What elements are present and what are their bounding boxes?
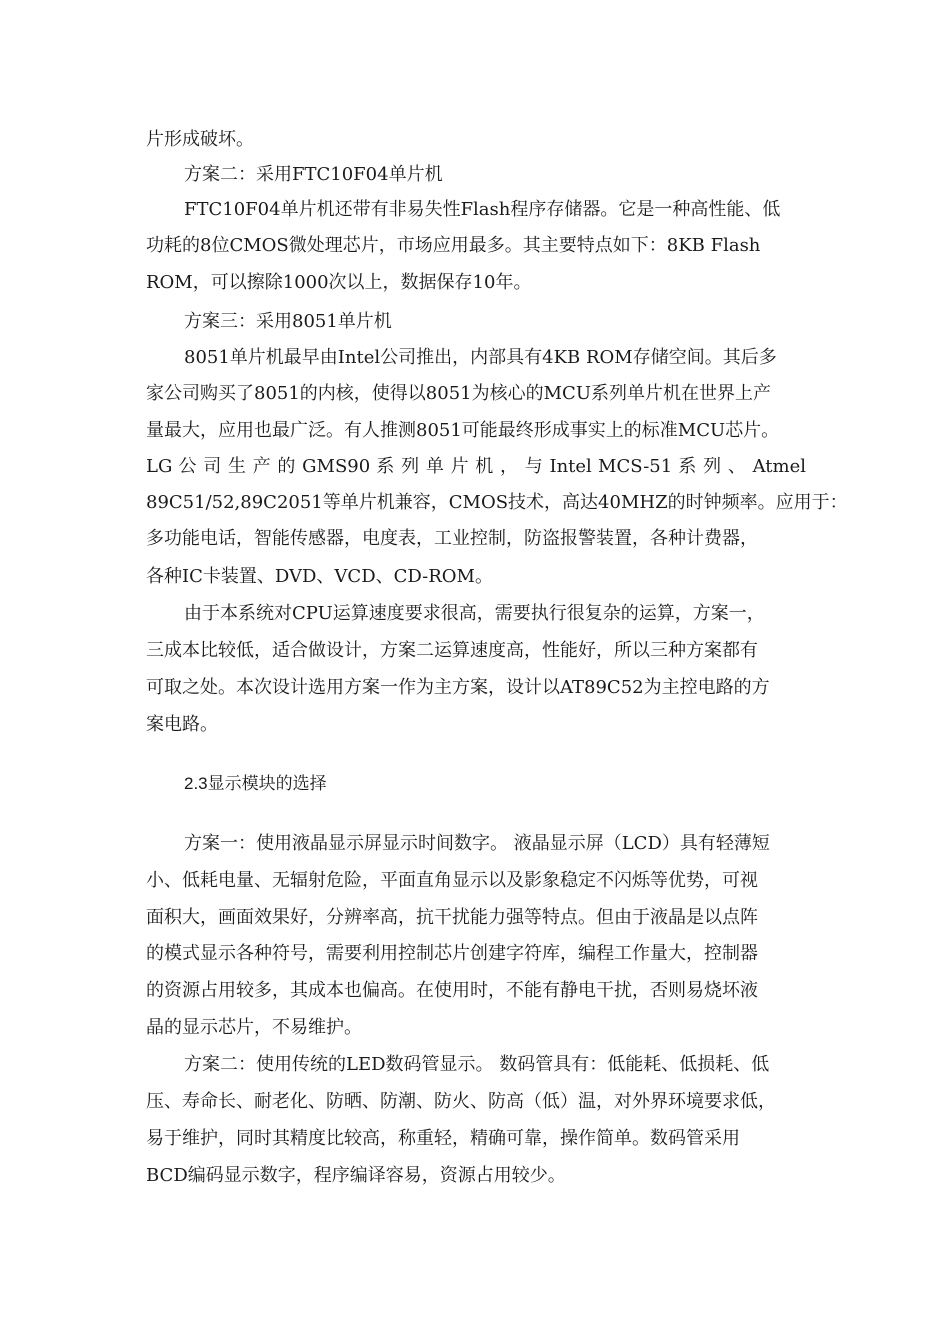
text-line: 面积大，画面效果好，分辨率高，抗干扰能力强等特点。但由于液晶是以点阵 <box>146 907 758 928</box>
text-line: BCD编码显示数字，程序编译容易，资源占用较少。 <box>146 1165 566 1186</box>
text-line: 案电路。 <box>146 714 218 735</box>
text-line: 方案二：使用传统的LED数码管显示。 数码管具有：低能耗、低损耗、低 <box>184 1054 770 1075</box>
text-line: 功耗的8位CMOS微处理芯片，市场应用最多。其主要特点如下：8KB Flash <box>146 235 761 256</box>
text-line: 方案一：使用液晶显示屏显示时间数字。 液晶显示屏（LCD）具有轻薄短 <box>184 833 770 854</box>
text-line: 片形成破坏。 <box>146 129 254 150</box>
text-line: 方案三：采用8051单片机 <box>184 311 392 332</box>
text-line: 的资源占用较多，其成本也偏高。在使用时，不能有静电干扰，否则易烧坏液 <box>146 980 758 1001</box>
section-heading: 2.3显示模块的选择 <box>184 774 327 793</box>
text-line: 晶的显示芯片，不易维护。 <box>146 1017 362 1038</box>
text-line: 量最大，应用也最广泛。有人推测8051可能最终形成事实上的标准MCU芯片。 <box>146 420 780 441</box>
text-line: 多功能电话，智能传感器，电度表，工业控制，防盗报警装置，各种计费器， <box>146 528 758 549</box>
text-line: 各种IC卡装置、DVD、VCD、CD-ROM。 <box>146 566 493 587</box>
text-line: 89C51/52,89C2051等单片机兼容，CMOS技术，高达40MHZ的时钟频率。应用于： <box>146 492 848 513</box>
text-line: 三成本比较低，适合做设计，方案二运算速度高，性能好，所以三种方案都有 <box>146 640 758 661</box>
text-line: 易于维护，同时其精度比较高，称重轻，精确可靠，操作简单。数码管采用 <box>146 1128 740 1149</box>
text-line: FTC10F04单片机还带有非易失性Flash程序存储器。它是一种高性能、低 <box>184 199 781 220</box>
text-line: ROM，可以擦除1000次以上，数据保存10年。 <box>146 272 532 293</box>
text-line: 可取之处。本次设计选用方案一作为主方案，设计以AT89C52为主控电路的方 <box>146 677 770 698</box>
text-line: 压、寿命长、耐老化、防晒、防潮、防火、防高（低）温，对外界环境要求低， <box>146 1091 776 1112</box>
text-line: 方案二：采用FTC10F04单片机 <box>184 164 443 185</box>
text-line: LG 公 司 生 产 的 GMS90 系 列 单 片 机 ， 与 Intel MCS-51 系 列 、 Atmel <box>146 456 806 477</box>
text-line: 8051单片机最早由Intel公司推出，内部具有4KB ROM存储空间。其后多 <box>184 347 777 368</box>
text-line: 的模式显示各种符号，需要利用控制芯片创建字符库，编程工作量大，控制器 <box>146 943 758 964</box>
text-line: 小、低耗电量、无辐射危险，平面直角显示以及影象稳定不闪烁等优势，可视 <box>146 870 758 891</box>
text-line: 家公司购买了8051的内核，使得以8051为核心的MCU系列单片机在世界上产 <box>146 383 771 404</box>
text-line: 由于本系统对CPU运算速度要求很高，需要执行很复杂的运算，方案一， <box>184 603 765 624</box>
